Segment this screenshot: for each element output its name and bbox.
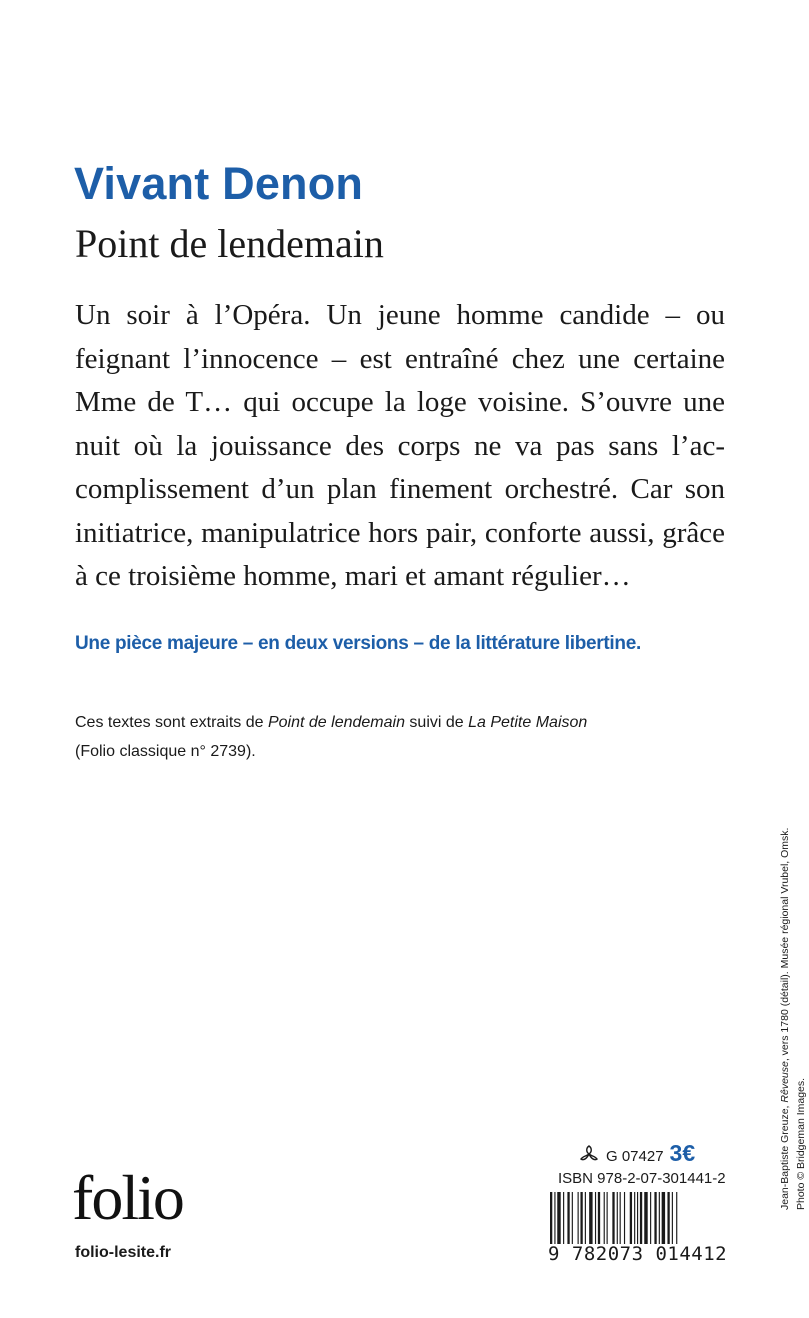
barcode-bar (617, 1192, 618, 1244)
barcode-bar (624, 1192, 625, 1244)
barcode-bar (640, 1192, 642, 1244)
summary-line: nuit où la jouissance des corps ne va pas sans l’ac- (75, 429, 725, 462)
barcode-bar (572, 1192, 573, 1244)
isbn: ISBN 978-2-07-301441-2 (558, 1170, 726, 1187)
barcode-bar (672, 1192, 673, 1244)
barcode-bar (654, 1192, 656, 1244)
barcode-bar (620, 1192, 621, 1244)
barcode-bar (595, 1192, 596, 1244)
product-code: G 07427 (606, 1148, 664, 1165)
credit-artist: Jean-Baptiste Greuze, (779, 1102, 791, 1210)
barcode-bar (644, 1192, 647, 1244)
barcode-bar (650, 1192, 651, 1244)
price: 3€ (669, 1140, 696, 1166)
credit-work: Rêveuse (779, 1061, 791, 1103)
barcode-bar (550, 1192, 552, 1244)
barcode-bar (662, 1192, 665, 1244)
extract-prefix: Ces textes sont extraits de (75, 714, 268, 731)
tagline: Une pièce majeure – en deux versions – de la littérature libertine. (75, 633, 641, 654)
barcode-bar (637, 1192, 638, 1244)
summary-line: feignant l’innocence – est entraîné chez une certaine (75, 342, 725, 375)
barcode-bar (604, 1192, 605, 1244)
publisher-website: folio-lesite.fr (75, 1244, 172, 1261)
image-credit (777, 828, 809, 1210)
folio-emblem-icon (578, 1144, 600, 1164)
barcode-bar (634, 1192, 635, 1244)
summary-paragraph (75, 294, 725, 599)
barcode-bar (659, 1192, 660, 1244)
extract-work-title: Point de lendemain (267, 714, 405, 731)
barcode-bar (676, 1192, 677, 1244)
summary-line: Un soir à l’Opéra. Un jeune homme candide – ou (75, 299, 725, 331)
barcode-bar (567, 1192, 569, 1244)
barcode-bar (667, 1192, 669, 1244)
barcode-bar (589, 1192, 592, 1244)
extract-collection-ref: (Folio classique n° 2739). (75, 743, 256, 760)
extract-note-line (75, 708, 587, 737)
price-row (578, 1140, 695, 1167)
summary-line: Mme de T… qui occupe la loge voisine. S’ouvre une (75, 386, 725, 418)
book-title: Point de lendemain (75, 221, 384, 266)
barcode-bar (607, 1192, 608, 1244)
photo-credit-line: Photo © Bridgeman Images. (795, 1077, 807, 1210)
barcode-bar (612, 1192, 614, 1244)
barcode-bar (563, 1192, 564, 1244)
folio-logo: folio (72, 1162, 183, 1233)
barcode-bar (554, 1192, 555, 1244)
barcode (548, 1192, 724, 1244)
summary-line: initiatrice, manipulatrice hors pair, conforte aussi, grâce (75, 516, 725, 549)
summary-line: complissement d’un plan finement orchestré. Car son (75, 473, 725, 505)
barcode-bar (585, 1192, 586, 1244)
barcode-bar (578, 1192, 579, 1244)
extract-work-title: La Petite Maison (468, 714, 588, 731)
author-name: Vivant Denon (74, 158, 364, 209)
image-credit-line (777, 828, 793, 1210)
credit-location: , vers 1780 (détail). Musée régional Vrubel, Omsk. (779, 827, 791, 1062)
summary-line: à ce troisième homme, mari et amant régulier… (75, 560, 631, 592)
barcode-bar (557, 1192, 560, 1244)
barcode-digits: 9 782073 014412 (548, 1243, 728, 1265)
extract-note (75, 708, 587, 766)
extract-middle: suivi de (404, 714, 469, 731)
barcode-bar (580, 1192, 582, 1244)
barcode-bar (598, 1192, 600, 1244)
barcode-bar (630, 1192, 632, 1244)
